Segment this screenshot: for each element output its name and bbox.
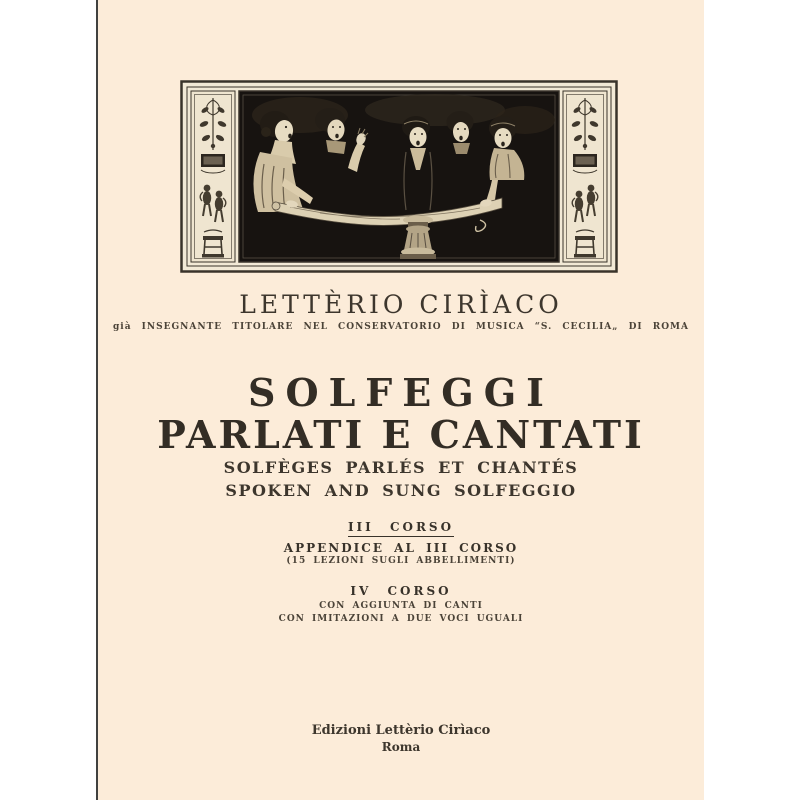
course-3-heading — [98, 520, 704, 537]
cover-card — [96, 0, 704, 800]
subtitle-english: SPOKEN AND SUNG SOLFEGGIO — [225, 481, 577, 500]
imprint-city: Roma — [381, 740, 421, 754]
author-name: LETTÈRIO CIRÌACO — [239, 290, 563, 319]
course-3-appendix: APPENDICE AL III CORSO — [283, 541, 519, 555]
course-4-detail-2: CON IMITAZIONI A DUE VOCI UGUALI — [278, 614, 524, 624]
choir-singers-engraving-icon — [180, 80, 618, 273]
course-3-heading-text: III CORSO — [348, 520, 454, 537]
imprint-publisher: Edizioni Lettèrio Cirìaco — [311, 723, 491, 738]
subtitle-french: SOLFÈGES PARLÉS ET CHANTÉS — [223, 458, 579, 477]
author-credit: già INSEGNANTE TITOLARE NEL CONSERVATORIO DI MUSICA “S. CECILIA„ DI ROMA — [113, 322, 689, 332]
course-4-heading: IV CORSO — [350, 584, 452, 598]
title-line-1: SOLFEGGI — [248, 370, 554, 415]
title-line-2: PARLATI E CANTATI — [157, 412, 645, 457]
course-4-detail-1: CON AGGIUNTA DI CANTI — [319, 601, 483, 611]
course-3-note: (15 LEZIONI SUGLI ABBELLIMENTI) — [286, 556, 516, 566]
